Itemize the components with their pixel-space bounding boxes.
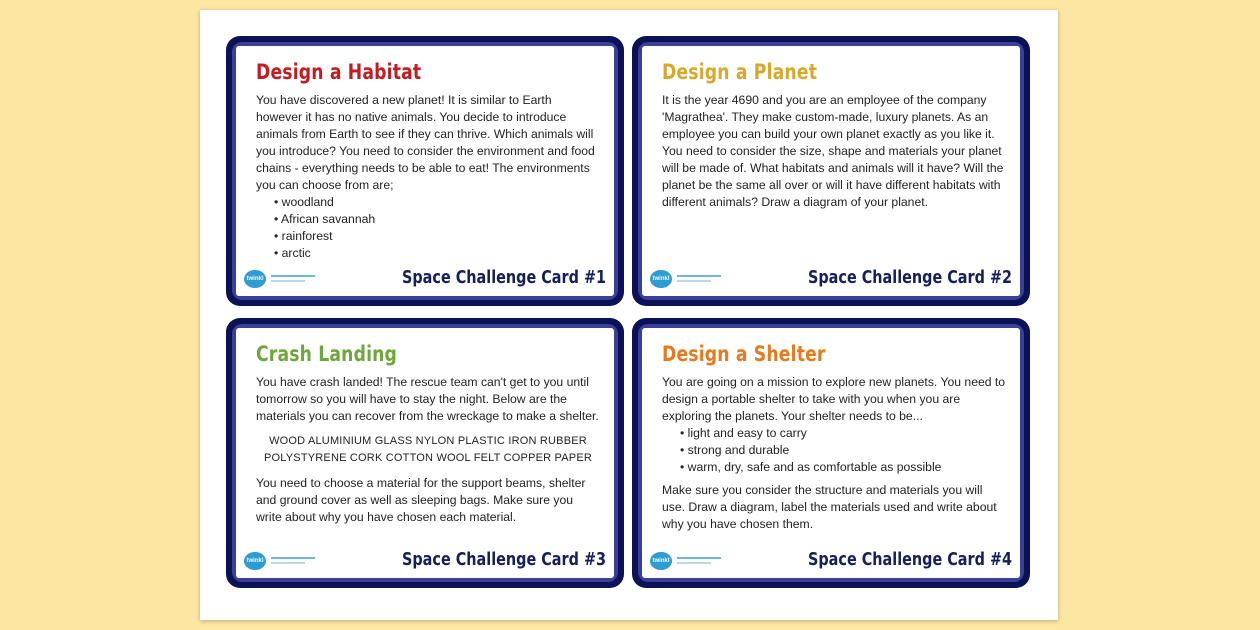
card-border	[638, 42, 1024, 300]
card-title: Design a Planet	[662, 60, 818, 84]
card-description: It is the year 4690 and you are an employee of the company 'Magrathea'. They make custom-made, luxury planets. As an employee you can build your own planet exactly as you like it. You need to consider the size, shape and materials your planet will be made of. What habitats and animals will it have? Will the planet be the same all over or will it have different habitats with different animals? Draw a diagram of your planet.	[662, 93, 1004, 209]
card-label: Space Challenge Card #4	[807, 549, 1012, 570]
list-item: • warm, dry, safe and as comfortable as possible	[680, 459, 1006, 476]
card-body	[642, 328, 1020, 578]
card-instructions: You need to choose a material for the support beams, shelter and ground cover as well as sleeping bags. Make sure you write about why you have chosen each material.	[256, 476, 586, 524]
logo-url-lines	[677, 275, 725, 285]
card-body	[236, 46, 614, 296]
worksheet-page	[200, 10, 1058, 620]
list-item: • strong and durable	[680, 442, 1006, 459]
materials-list	[256, 433, 600, 467]
card-footer	[650, 544, 1012, 570]
logo-url-lines	[677, 557, 725, 567]
card-label: Space Challenge Card #1	[401, 267, 606, 288]
list-item: • African savannah	[274, 211, 600, 228]
list-item: • woodland	[274, 194, 600, 211]
list-item: • rainforest	[274, 228, 600, 245]
card-footer	[244, 262, 606, 288]
list-item: • light and easy to carry	[680, 425, 1006, 442]
card-border	[638, 324, 1024, 582]
logo-url-lines	[271, 275, 319, 285]
card-body	[236, 328, 614, 578]
twinkl-logo: twinkl	[244, 552, 266, 570]
card-label: Space Challenge Card #2	[807, 267, 1012, 288]
twinkl-logo: twinkl	[244, 270, 266, 288]
card-border	[232, 324, 618, 582]
list-item: • arctic	[274, 245, 600, 262]
card-description: You have discovered a new planet! It is similar to Earth however it has no native animals. You decide to introduce animals from Earth to see if they can thrive. Which animals will you introduce? You need to consider the environment and food chains - everything needs to be able to eat! The environments you can choose from are;	[256, 93, 595, 192]
challenge-card-3	[226, 318, 624, 588]
environment-list	[256, 194, 600, 262]
shelter-requirements-list	[662, 425, 1006, 476]
card-label: Space Challenge Card #3	[401, 549, 606, 570]
card-footer	[650, 262, 1012, 288]
challenge-card-1	[226, 36, 624, 306]
materials-line: POLYSTYRENE CORK COTTON WOOL FELT COPPER PAPER	[263, 452, 593, 464]
challenge-card-2	[632, 36, 1030, 306]
twinkl-logo: twinkl	[650, 552, 672, 570]
logo-url-lines	[271, 557, 319, 567]
card-title: Crash Landing	[256, 342, 398, 366]
card-footer	[244, 544, 606, 570]
card-description: You are going on a mission to explore new planets. You need to design a portable shelter to take with you when you are exploring the planets. Your shelter needs to be...	[662, 375, 1006, 423]
card-description: You have crash landed! The rescue team can't get to you until tomorrow so you will have to stay the night. Below are the materials you can recover from the wreckage to make a shelter.	[256, 375, 599, 423]
materials-line: WOOD ALUMINIUM GLASS NYLON PLASTIC IRON RUBBER	[269, 435, 587, 447]
card-border	[232, 42, 618, 300]
twinkl-logo: twinkl	[650, 270, 672, 288]
challenge-card-4	[632, 318, 1030, 588]
card-instructions: Make sure you consider the structure and materials you will use. Draw a diagram, label the materials used and write about why you have chosen them.	[662, 483, 997, 531]
card-body	[642, 46, 1020, 296]
card-title: Design a Shelter	[662, 342, 826, 366]
card-title: Design a Habitat	[256, 60, 422, 84]
